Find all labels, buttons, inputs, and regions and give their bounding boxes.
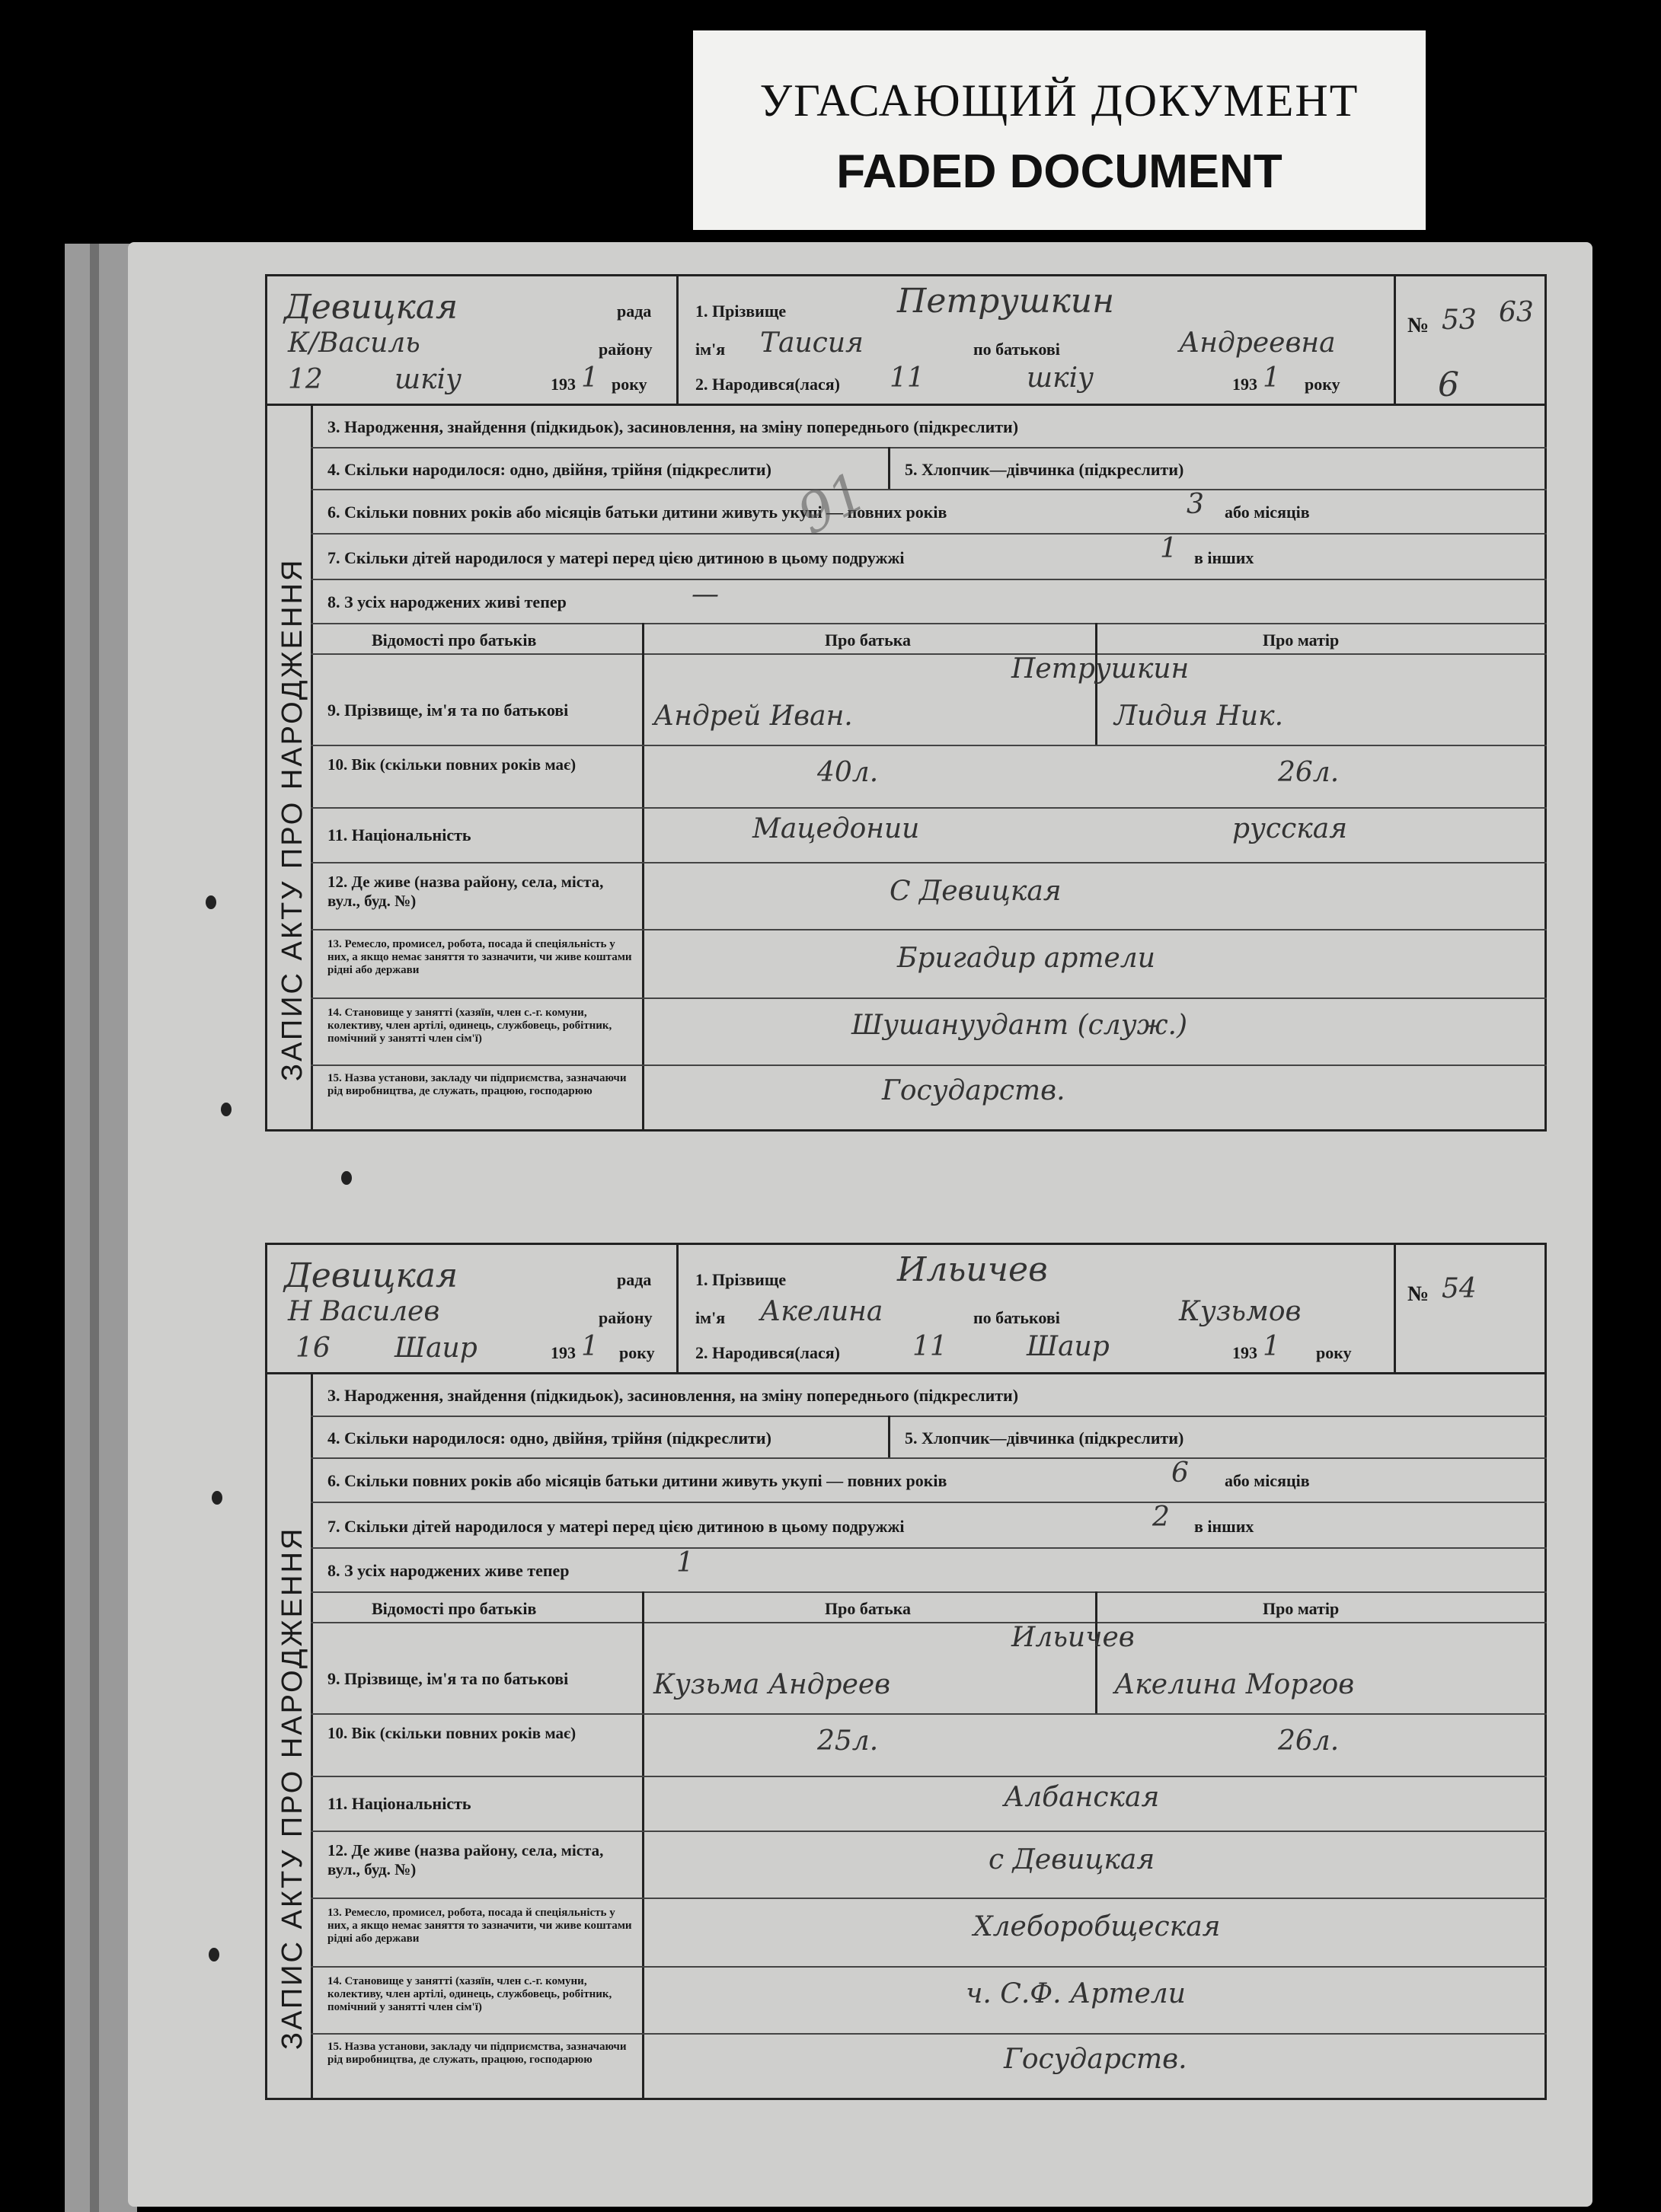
name-label: ім'я xyxy=(695,340,726,359)
birth-roku-label: року xyxy=(1305,375,1340,394)
mother-age: 26л. xyxy=(1278,757,1340,788)
rayon-label: району xyxy=(599,1308,653,1327)
row7-others-label: в інших xyxy=(1194,1517,1254,1536)
birth-month: Шаир xyxy=(1027,1331,1110,1362)
birth-year-prefix: 193 xyxy=(1232,1343,1257,1362)
row8-value: 1 xyxy=(676,1547,694,1578)
punch-hole xyxy=(209,1948,219,1961)
row15-label: 15. Назва установи, закладу чи підприємства, зазначаючи рід виробництва, де служать, працюю, господарюю xyxy=(327,1072,627,1097)
reg-roku-label: року xyxy=(612,375,647,394)
birth-year-prefix: 193 xyxy=(1232,375,1257,394)
row6-value: 6 xyxy=(1171,1457,1189,1489)
birth-day: 11 xyxy=(912,1331,947,1362)
surname-label: 1. Прізвище xyxy=(695,1270,787,1289)
parents-surname: Ильичев xyxy=(1011,1622,1135,1653)
patronymic-value: Кузьмов xyxy=(1179,1296,1302,1327)
father-nationality: Мацедонии xyxy=(752,813,920,844)
row8-label: 8. З усіх народжених живі тепер xyxy=(327,592,567,611)
birth-label: 2. Народився(лася) xyxy=(695,375,840,394)
surname-value: Ильичев xyxy=(897,1250,1048,1289)
mother-age: 26л. xyxy=(1278,1725,1340,1757)
reg-month: шкіу xyxy=(394,364,462,395)
col-mother-label: Про матір xyxy=(1263,630,1340,650)
row9-label: 9. Прізвище, ім'я та по батькові xyxy=(327,701,569,720)
reg-year-prefix: 193 xyxy=(551,1343,576,1362)
row12-label: 12. Де живе (назва району, села, міста, вул., буд. №) xyxy=(327,873,604,910)
rada-value: Девицкая xyxy=(284,1256,458,1295)
row11-label: 11. Національність xyxy=(327,825,471,844)
surname-label: 1. Прізвище xyxy=(695,302,787,321)
col-parents-label: Відомості про батьків xyxy=(372,1599,537,1618)
row13-label: 13. Ремесло, промисел, робота, посада й спеціяльність у них, а якщо немає заняття то зазначити, чи живе коштами рідні або держави xyxy=(327,938,632,976)
reg-year: 1 xyxy=(581,362,599,394)
institution: Государств. xyxy=(882,1075,1065,1106)
mother-nationality: русская xyxy=(1232,813,1348,844)
father-age: 25л. xyxy=(817,1725,879,1757)
book-spine-edge xyxy=(90,244,99,2212)
row6-label: 6. Скільки повних років або місяців батьки дитини живуть укупі — повних років xyxy=(327,503,947,522)
row6-label: 6. Скільки повних років або місяців батьки дитини живуть укупі — повних років xyxy=(327,1471,947,1490)
row13-label: 13. Ремесло, промисел, робота, посада й спеціяльність у них, а якщо немає заняття то зазначити, чи живе коштами рідні або держави xyxy=(327,1907,632,1945)
institution: Государств. xyxy=(1004,2044,1187,2075)
row7-value: 2 xyxy=(1152,1502,1170,1533)
number-extra: 63 xyxy=(1499,297,1534,328)
mother-name: Лидия Ник. xyxy=(1114,701,1284,732)
row7-label: 7. Скільки дітей народилося у матері перед цією дитиною в цьому подружжі xyxy=(327,548,905,567)
row9-label: 9. Прізвище, ім'я та по батькові xyxy=(327,1669,569,1688)
occupation: Хлеборобщеская xyxy=(973,1911,1221,1942)
col-mother-label: Про матір xyxy=(1263,1599,1340,1618)
col-parents-label: Відомості про батьків xyxy=(372,630,537,650)
row6-months-label: або місяців xyxy=(1225,1471,1310,1490)
reg-month: Шаир xyxy=(394,1333,478,1364)
reg-year-prefix: 193 xyxy=(551,375,576,394)
birth-month: шкіу xyxy=(1027,362,1094,394)
nationality: Албанская xyxy=(1004,1782,1160,1813)
number-label: № xyxy=(1407,1282,1429,1306)
label-russian: УГАСАЮЩИЙ ДОКУМЕНТ xyxy=(759,75,1359,126)
name-value: Таисия xyxy=(760,327,864,359)
row11-label: 11. Національність xyxy=(327,1794,471,1813)
number-note: 6 xyxy=(1438,365,1459,404)
number-value: 54 xyxy=(1442,1273,1477,1304)
row5-label: 5. Хлопчик—дівчинка (підкреслити) xyxy=(905,1428,1184,1448)
reg-roku-label: року xyxy=(619,1343,655,1362)
rada-value: Девицкая xyxy=(284,288,458,327)
row4-label: 4. Скільки народилося: одно, двійня, трійня (підкреслити) xyxy=(327,1428,771,1448)
row10-label: 10. Вік (скільки повних років має) xyxy=(327,1724,577,1742)
surname-value: Петрушкин xyxy=(897,282,1115,321)
punch-hole xyxy=(212,1491,222,1505)
row15-label: 15. Назва установи, закладу чи підприємства, зазначаючи рід виробництва, де служать, працюю, господарюю xyxy=(327,2041,627,2066)
reg-day: 12 xyxy=(288,364,323,395)
book-spine xyxy=(65,244,137,2212)
parents-surname: Петрушкин xyxy=(1011,653,1190,685)
birth-day: 11 xyxy=(890,362,925,394)
col-father-label: Про батька xyxy=(825,630,912,650)
row14-label: 14. Становище у занятті (хазяїн, член с.-г. комуни, колективу, член артілі, одинець, службовець, робітник, помічний у занятті член сім'ї) xyxy=(327,1975,612,2013)
row8-value: — xyxy=(692,579,719,610)
faded-document-label xyxy=(693,30,1426,230)
rayon-value: Н Василев xyxy=(288,1296,440,1327)
name-value: Акелина xyxy=(760,1296,883,1327)
row6-months-label: або місяців xyxy=(1225,503,1310,522)
rada-label: рада xyxy=(617,1270,652,1289)
number-label: № xyxy=(1407,314,1429,337)
residence: С Девицкая xyxy=(890,876,1062,907)
rayon-label: району xyxy=(599,340,653,359)
patronymic-label: по батькові xyxy=(973,1308,1060,1327)
row7-value: 1 xyxy=(1160,533,1177,564)
register-page xyxy=(128,242,1592,2207)
punch-hole xyxy=(341,1171,352,1185)
father-name: Кузьма Андреев xyxy=(653,1669,891,1700)
punch-hole xyxy=(221,1103,232,1116)
name-label: ім'я xyxy=(695,1308,726,1327)
patronymic-label: по батькові xyxy=(973,340,1060,359)
row7-others-label: в інших xyxy=(1194,548,1254,567)
position: Шушануудант (служ.) xyxy=(851,1010,1187,1041)
mother-name: Акелина Моргов xyxy=(1114,1669,1355,1700)
residence: с Девицкая xyxy=(989,1844,1155,1875)
rada-label: рада xyxy=(617,302,652,321)
row7-label: 7. Скільки дітей народилося у матері перед цією дитиною в цьому подружжі xyxy=(327,1517,905,1536)
diagonal-stamp: 91 xyxy=(787,459,877,547)
position: ч. С.Ф. Артели xyxy=(966,1978,1186,2009)
birth-year: 1 xyxy=(1263,362,1280,394)
birth-year: 1 xyxy=(1263,1331,1280,1362)
label-english: FADED DOCUMENT xyxy=(836,145,1282,198)
side-title: ЗАПИС АКТУ ПРО НАРОДЖЕННЯ xyxy=(276,1526,308,2050)
father-age: 40л. xyxy=(817,757,879,788)
row3-label: 3. Народження, знайдення (підкидьок), засиновлення, на зміну попереднього (підкреслити) xyxy=(327,1386,1019,1405)
row12-label: 12. Де живе (назва району, села, міста, вул., буд. №) xyxy=(327,1841,604,1878)
occupation: Бригадир артели xyxy=(897,943,1155,974)
row6-value: 3 xyxy=(1187,489,1204,520)
birth-label: 2. Народився(лася) xyxy=(695,1343,840,1362)
punch-hole xyxy=(206,895,216,909)
rayon-value: К/Василь xyxy=(288,327,420,359)
patronymic-value: Андреевна xyxy=(1179,327,1336,359)
row4-label: 4. Скільки народилося: одно, двійня, трійня (підкреслити) xyxy=(327,460,771,479)
number-value: 53 xyxy=(1442,305,1477,336)
row5-label: 5. Хлопчик—дівчинка (підкреслити) xyxy=(905,460,1184,479)
col-father-label: Про батька xyxy=(825,1599,912,1618)
reg-day: 16 xyxy=(295,1333,331,1364)
row8-label: 8. З усіх народжених живе тепер xyxy=(327,1561,570,1580)
side-title: ЗАПИС АКТУ ПРО НАРОДЖЕННЯ xyxy=(276,557,308,1081)
reg-year: 1 xyxy=(581,1331,599,1362)
father-name: Андрей Иван. xyxy=(653,701,853,732)
row3-label: 3. Народження, знайдення (підкидьок), засиновлення, на зміну попереднього (підкреслити) xyxy=(327,417,1019,436)
row10-label: 10. Вік (скільки повних років має) xyxy=(327,755,577,774)
birth-roku-label: року xyxy=(1316,1343,1352,1362)
row14-label: 14. Становище у занятті (хазяїн, член с.-г. комуни, колективу, член артілі, одинець, службовець, робітник, помічний у занятті член сім'ї) xyxy=(327,1007,612,1045)
